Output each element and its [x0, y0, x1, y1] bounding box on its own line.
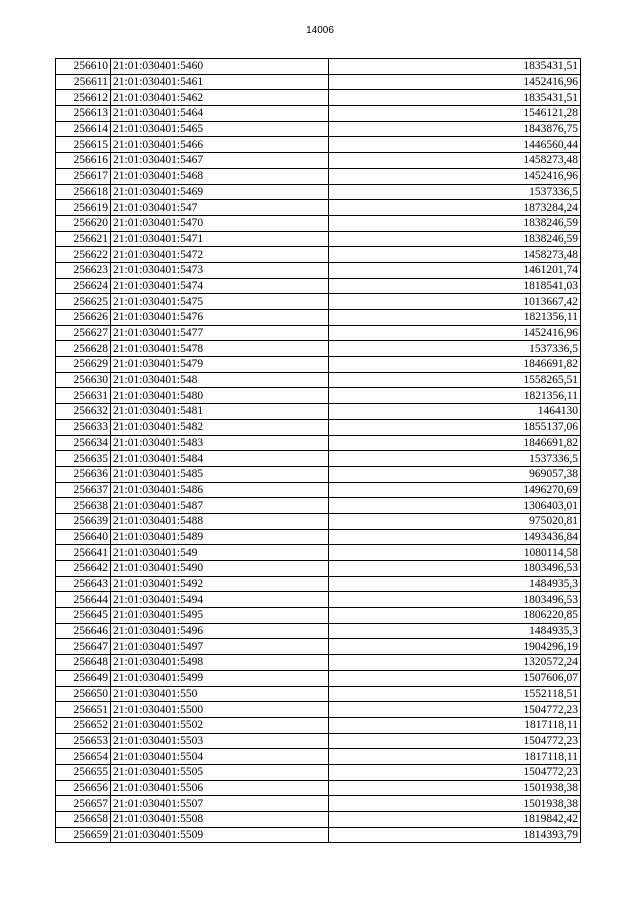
- row-number: 256618: [56, 184, 111, 200]
- row-number: 256647: [56, 639, 111, 655]
- cadastral-number: 21:01:030401:5470: [111, 215, 329, 231]
- cadastral-number: 21:01:030401:5506: [111, 780, 329, 796]
- row-number: 256626: [56, 310, 111, 326]
- cadastral-number: 21:01:030401:5465: [111, 121, 329, 137]
- cadastral-number: 21:01:030401:5497: [111, 639, 329, 655]
- row-number: 256639: [56, 513, 111, 529]
- table-row: [56, 153, 581, 169]
- table-row: [56, 231, 581, 247]
- cadastral-value: 1484935,3: [329, 623, 581, 639]
- table-row: [56, 796, 581, 812]
- table-row: [56, 404, 581, 420]
- row-number: 256649: [56, 670, 111, 686]
- table-row: [56, 90, 581, 106]
- table-row: [56, 137, 581, 153]
- cadastral-value: 1835431,51: [329, 59, 581, 75]
- cadastral-value: 1493436,84: [329, 529, 581, 545]
- cadastral-value: 1446560,44: [329, 137, 581, 153]
- table-row: [56, 513, 581, 529]
- table-row: [56, 247, 581, 263]
- row-number: 256621: [56, 231, 111, 247]
- cadastral-value: 969057,38: [329, 466, 581, 482]
- cadastral-number: 21:01:030401:5479: [111, 357, 329, 373]
- cadastral-value: 1819842,42: [329, 812, 581, 828]
- cadastral-number: 21:01:030401:5488: [111, 513, 329, 529]
- row-number: 256617: [56, 168, 111, 184]
- table-row: [56, 702, 581, 718]
- cadastral-number: 21:01:030401:549: [111, 545, 329, 561]
- table-row: [56, 372, 581, 388]
- table-row: [56, 325, 581, 341]
- table-row: [56, 310, 581, 326]
- row-number: 256657: [56, 796, 111, 812]
- row-number: 256616: [56, 153, 111, 169]
- cadastral-number: 21:01:030401:5477: [111, 325, 329, 341]
- cadastral-value: 1846691,82: [329, 435, 581, 451]
- cadastral-number: 21:01:030401:5473: [111, 262, 329, 278]
- cadastral-value: 1814393,79: [329, 827, 581, 843]
- cadastral-number: 21:01:030401:5461: [111, 74, 329, 90]
- cadastral-number: 21:01:030401:5486: [111, 482, 329, 498]
- table-row: [56, 74, 581, 90]
- row-number: 256655: [56, 764, 111, 780]
- row-number: 256623: [56, 262, 111, 278]
- row-number: 256651: [56, 702, 111, 718]
- table-row: [56, 482, 581, 498]
- table-row: [56, 592, 581, 608]
- cadastral-number: 21:01:030401:5508: [111, 812, 329, 828]
- cadastral-value: 1504772,23: [329, 733, 581, 749]
- row-number: 256642: [56, 561, 111, 577]
- cadastral-number: 21:01:030401:5505: [111, 764, 329, 780]
- cadastral-number: 21:01:030401:5475: [111, 294, 329, 310]
- cadastral-value: 1846691,82: [329, 357, 581, 373]
- table-row: [56, 764, 581, 780]
- table-row: [56, 639, 581, 655]
- row-number: 256615: [56, 137, 111, 153]
- row-number: 256636: [56, 466, 111, 482]
- cadastral-value: 1818541,03: [329, 278, 581, 294]
- row-number: 256630: [56, 372, 111, 388]
- cadastral-number: 21:01:030401:5495: [111, 608, 329, 624]
- cadastral-number: 21:01:030401:547: [111, 200, 329, 216]
- cadastral-value: 1803496,53: [329, 592, 581, 608]
- row-number: 256648: [56, 655, 111, 671]
- cadastral-value: 1855137,06: [329, 419, 581, 435]
- row-number: 256637: [56, 482, 111, 498]
- table-row: [56, 749, 581, 765]
- cadastral-number: 21:01:030401:5474: [111, 278, 329, 294]
- cadastral-number: 21:01:030401:5494: [111, 592, 329, 608]
- table-row: [56, 215, 581, 231]
- cadastral-number: 21:01:030401:5467: [111, 153, 329, 169]
- cadastral-value: 1537336,5: [329, 341, 581, 357]
- table-row: [56, 419, 581, 435]
- cadastral-number: 21:01:030401:5490: [111, 561, 329, 577]
- cadastral-number: 21:01:030401:5481: [111, 404, 329, 420]
- cadastral-number: 21:01:030401:5462: [111, 90, 329, 106]
- cadastral-number: 21:01:030401:5504: [111, 749, 329, 765]
- row-number: 256644: [56, 592, 111, 608]
- table-row: [56, 200, 581, 216]
- row-number: 256638: [56, 498, 111, 514]
- cadastral-value: 1504772,23: [329, 764, 581, 780]
- cadastral-value: 1464130: [329, 404, 581, 420]
- cadastral-value: 1458273,48: [329, 153, 581, 169]
- row-number: 256654: [56, 749, 111, 765]
- cadastral-number: 21:01:030401:5509: [111, 827, 329, 843]
- table-row: [56, 451, 581, 467]
- row-number: 256612: [56, 90, 111, 106]
- table-row: [56, 655, 581, 671]
- cadastral-number: 21:01:030401:5484: [111, 451, 329, 467]
- cadastral-value: 1904296,19: [329, 639, 581, 655]
- row-number: 256624: [56, 278, 111, 294]
- cadastral-value: 1013667,42: [329, 294, 581, 310]
- row-number: 256613: [56, 106, 111, 122]
- cadastral-number: 21:01:030401:5489: [111, 529, 329, 545]
- row-number: 256640: [56, 529, 111, 545]
- cadastral-value: 1835431,51: [329, 90, 581, 106]
- row-number: 256631: [56, 388, 111, 404]
- table-row: [56, 278, 581, 294]
- row-number: 256627: [56, 325, 111, 341]
- cadastral-number: 21:01:030401:5460: [111, 59, 329, 75]
- cadastral-number: 21:01:030401:5469: [111, 184, 329, 200]
- table-row: [56, 812, 581, 828]
- cadastral-number: 21:01:030401:5500: [111, 702, 329, 718]
- cadastral-value: 1504772,23: [329, 702, 581, 718]
- row-number: 256611: [56, 74, 111, 90]
- cadastral-value: 1806220,85: [329, 608, 581, 624]
- cadastral-number: 21:01:030401:5496: [111, 623, 329, 639]
- table-row: [56, 341, 581, 357]
- cadastral-number: 21:01:030401:5482: [111, 419, 329, 435]
- cadastral-value: 1537336,5: [329, 451, 581, 467]
- row-number: 256643: [56, 576, 111, 592]
- row-number: 256619: [56, 200, 111, 216]
- table-row: [56, 388, 581, 404]
- cadastral-number: 21:01:030401:5503: [111, 733, 329, 749]
- cadastral-value: 1817118,11: [329, 749, 581, 765]
- cadastral-value: 1843876,75: [329, 121, 581, 137]
- row-number: 256632: [56, 404, 111, 420]
- table-row: [56, 184, 581, 200]
- table-row: [56, 168, 581, 184]
- table-row: [56, 608, 581, 624]
- cadastral-number: 21:01:030401:548: [111, 372, 329, 388]
- cadastral-value: 1838246,59: [329, 231, 581, 247]
- table-row: [56, 498, 581, 514]
- cadastral-number: 21:01:030401:5468: [111, 168, 329, 184]
- cadastral-value: 1452416,96: [329, 168, 581, 184]
- cadastral-value: 1452416,96: [329, 74, 581, 90]
- cadastral-value: 1838246,59: [329, 215, 581, 231]
- row-number: 256641: [56, 545, 111, 561]
- table-row: [56, 670, 581, 686]
- row-number: 256634: [56, 435, 111, 451]
- table-row: [56, 576, 581, 592]
- cadastral-value: 1546121,28: [329, 106, 581, 122]
- cadastral-value: 1452416,96: [329, 325, 581, 341]
- table-row: [56, 466, 581, 482]
- cadastral-number: 21:01:030401:5471: [111, 231, 329, 247]
- cadastral-value: 1501938,38: [329, 796, 581, 812]
- cadastral-number: 21:01:030401:5485: [111, 466, 329, 482]
- cadastral-number: 21:01:030401:5492: [111, 576, 329, 592]
- cadastral-value: 1803496,53: [329, 561, 581, 577]
- row-number: 256650: [56, 686, 111, 702]
- row-number: 256653: [56, 733, 111, 749]
- cadastral-value: 1507606,07: [329, 670, 581, 686]
- row-number: 256625: [56, 294, 111, 310]
- table-row: [56, 561, 581, 577]
- cadastral-number: 21:01:030401:5487: [111, 498, 329, 514]
- cadastral-value: 1558265,51: [329, 372, 581, 388]
- table-row: [56, 827, 581, 843]
- table-row: [56, 294, 581, 310]
- row-number: 256659: [56, 827, 111, 843]
- row-number: 256610: [56, 59, 111, 75]
- cadastral-value: 1306403,01: [329, 498, 581, 514]
- row-number: 256652: [56, 717, 111, 733]
- cadastral-value: 1873284,24: [329, 200, 581, 216]
- cadastral-number: 21:01:030401:5478: [111, 341, 329, 357]
- cadastral-value: 1501938,38: [329, 780, 581, 796]
- cadastral-number: 21:01:030401:5480: [111, 388, 329, 404]
- row-number: 256629: [56, 357, 111, 373]
- table-row: [56, 357, 581, 373]
- table-row: [56, 121, 581, 137]
- row-number: 256646: [56, 623, 111, 639]
- cadastral-value: 1552118,51: [329, 686, 581, 702]
- cadastral-value: 1458273,48: [329, 247, 581, 263]
- page-number: 14006: [306, 25, 334, 36]
- cadastral-number: 21:01:030401:5498: [111, 655, 329, 671]
- cadastral-number: 21:01:030401:5499: [111, 670, 329, 686]
- table-row: [56, 717, 581, 733]
- row-number: 256622: [56, 247, 111, 263]
- table-row: [56, 623, 581, 639]
- table-row: [56, 435, 581, 451]
- table-row: [56, 545, 581, 561]
- cadastral-value: 975020,81: [329, 513, 581, 529]
- cadastral-number: 21:01:030401:5464: [111, 106, 329, 122]
- table-row: [56, 780, 581, 796]
- cadastral-number: 21:01:030401:5476: [111, 310, 329, 326]
- cadastral-value: 1821356,11: [329, 388, 581, 404]
- table-body: [56, 59, 581, 843]
- row-number: 256633: [56, 419, 111, 435]
- cadastral-value: 1496270,69: [329, 482, 581, 498]
- row-number: 256635: [56, 451, 111, 467]
- cadastral-number: 21:01:030401:550: [111, 686, 329, 702]
- cadastral-number: 21:01:030401:5472: [111, 247, 329, 263]
- row-number: 256656: [56, 780, 111, 796]
- cadastral-value: 1461201,74: [329, 262, 581, 278]
- cadastral-number: 21:01:030401:5507: [111, 796, 329, 812]
- row-number: 256658: [56, 812, 111, 828]
- row-number: 256628: [56, 341, 111, 357]
- cadastral-number: 21:01:030401:5466: [111, 137, 329, 153]
- table-row: [56, 733, 581, 749]
- cadastral-value: 1817118,11: [329, 717, 581, 733]
- row-number: 256645: [56, 608, 111, 624]
- table-row: [56, 59, 581, 75]
- row-number: 256614: [56, 121, 111, 137]
- row-number: 256620: [56, 215, 111, 231]
- cadastral-value-table: [55, 58, 581, 843]
- table-row: [56, 262, 581, 278]
- cadastral-value: 1484935,3: [329, 576, 581, 592]
- table-row: [56, 106, 581, 122]
- cadastral-number: 21:01:030401:5502: [111, 717, 329, 733]
- cadastral-value: 1320572,24: [329, 655, 581, 671]
- cadastral-number: 21:01:030401:5483: [111, 435, 329, 451]
- cadastral-value: 1537336,5: [329, 184, 581, 200]
- cadastral-value: 1821356,11: [329, 310, 581, 326]
- table-row: [56, 529, 581, 545]
- cadastral-value: 1080114,58: [329, 545, 581, 561]
- table-row: [56, 686, 581, 702]
